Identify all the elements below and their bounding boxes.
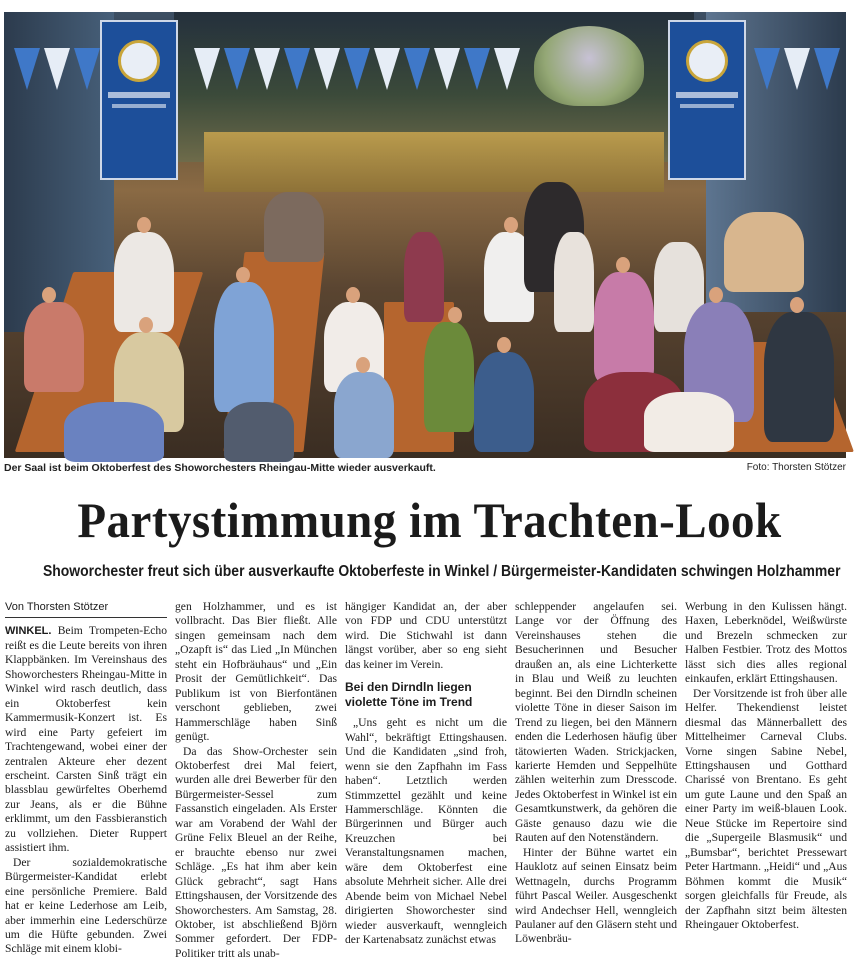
guest — [424, 322, 474, 432]
paragraph: Hinter der Bühne wartet ein Hauklotz auf seinen Einsatz beim Wettnageln, durchs Programm führt Pascal Weiler. Ausgeschenkt wird Andechser Hell, wenngleich Paulaner auf den Gläsern steht und Löwenbräu- — [515, 845, 677, 946]
paragraph: gen Holzhammer, und es ist vollbracht. Das Bier fließt. Alle singen gemeinsam nach dem „Ozapft is“ das Lied „In München steht ein Hofbräuhaus“ und „Ein Prosit der Gemütlichkeit“. Das Publikum ist von Bierfontänen verschont geblieben, zwei Hammerschläge haben Sinß genügt. — [175, 600, 337, 744]
byline: Von Thorsten Stötzer — [5, 600, 167, 618]
dateline: WINKEL. — [5, 625, 52, 638]
photo-credit: Foto: Thorsten Stötzer — [746, 462, 846, 473]
guest — [474, 352, 534, 452]
guest — [644, 392, 734, 452]
paragraph: Der sozialdemokratische Bürgermeister-Kandidat erlebt eine persönliche Premiere. Bald hat er keine Lederhose am Leib, aber immerhin eine Lederschürze um die Hüfte gebunden. Zwei Schläge mit einem klobi- — [5, 855, 167, 956]
article-photo — [4, 12, 846, 458]
article-column-2 — [175, 600, 337, 961]
guest — [224, 402, 294, 462]
guest — [724, 212, 804, 292]
paragraph: Werbung in den Kulissen hängt. Haxen, Leberknödel, Weißwürste und Brezeln schmecken zur Halben Festbier. Trotz des Mottos lässt sich dies alles regional einkaufen, erklärt Ettingshausen. — [685, 600, 847, 686]
intertitle: Bei den Dirndln liegen violette Töne im Trend — [345, 680, 473, 710]
paragraph-text: Beim Trompeten-Echo reißt es die Leute bereits von ihren Klappbänken. Im Vereinshaus des Showorchesters Rheingau-Mitte in Winkel wird rasch deutlich, dass ein Oktoberfest kein Kammermusik-Konzert ist. Es wird eine Party gefeiert im Trachtengewand, wobei einer der zentralen Akteure eher dezent erscheint. Carsten Sinß trägt ein blassblau gewürfeltes Oberhemd zur Jeans, als er die Bühne erklimmt, um den Fassbieranstich zu vollziehen. Dieter Ruppert assistiert ihm. — [5, 624, 167, 855]
paragraph: Da das Show-Orchester sein Oktoberfest drei Mal feiert, wurden alle drei Bewerber für den Bürgermeister-Sessel zum Fassanstich eingeladen. Als Erster war am Vorabend der Wahl der Grüne Felix Bleuel an der Reihe, er brauchte ebenso nur zwei Schläge. „Es hat ihm aber kein Glück gebracht“, sagt Hans Ettingshausen, der Vorsitzende des Showorchesters. Am Samstag, 28. Oktober, ist abschließend Björn Sommer gefordert. Der FDP-Politiker tritt als unab- — [175, 744, 337, 960]
paragraph: schleppender angelaufen sei. Lange vor der Öffnung des Vereinshauses stehen die Besucherinnen und Besucher draußen an, als eine Lichterkette in Blau und Weiß zu leuchten beginnt. Bei den Dirndln scheinen violette Töne in dieser Saison im Trend zu liegen, bei den Männern enden die Lederhosen häufig über tätowierten Waden. Strickjacken, karierte Hemden und Seppelhüte zählen weiterhin zum Dresscode. Jedes Oktoberfest in Winkel ist ein Gesamtkunstwerk, da gehören die Gäste genauso dazu wie die Rauten auf den Notenständern. — [515, 600, 677, 845]
paragraph — [5, 624, 167, 855]
photo-caption: Der Saal ist beim Oktoberfest des Showorchesters Rheingau-Mitte wieder ausverkauft. — [4, 462, 436, 474]
guest — [64, 402, 164, 462]
guest — [594, 272, 654, 382]
article-column-1 — [5, 600, 167, 957]
bavarian-bunting — [4, 48, 846, 108]
paragraph: Der Vorsitzende ist froh über alle Helfer. Thekendienst leistet diesmal das Männerballett des Mittelheimer Carneval Clubs. Vorne singen Sabine Nebel, Ettingshausen und Gotthard Charissé von Brentano. Es geht um gute Laune und den Spaß an einer Party im weiß-blauen Look. Neue Stücke im Repertoire sind die „Supergeile Blasmusik“ und „Bumsbar“, berichtet Pressewart Peter Hartmann. „Heidi“ und „Aus Böhmen kommt die Musik“ sorgen gleichfalls für Freude, als der Zapfhahn sitzt beim ältesten Rheingauer Oktoberfest. — [685, 686, 847, 931]
guest — [214, 282, 274, 412]
guest — [764, 312, 834, 442]
article-headline: Partystimmung im Trachten-Look — [77, 492, 782, 548]
article-column-4 — [515, 600, 677, 947]
guest — [404, 232, 444, 322]
guest — [264, 192, 324, 262]
article-column-3 — [345, 600, 507, 948]
guest — [24, 302, 84, 392]
stage-floor — [204, 132, 664, 192]
paragraph: hängiger Kandidat an, der aber von FDP und CDU unterstützt wird. Die Stichwahl ist dann längst vorüber, aber so eng sieht das keiner im Verein. — [345, 600, 507, 671]
paragraph: „Uns geht es nicht um die Wahl“, bekräftigt Ettingshausen. Und die Kandidaten „sind froh, wenn sie den Zapfhahn im Fass haben“. Letztlich werden Stimmzettel gezählt und keine Hammerschläge. Könnten die Bürgerinnen und Bürger auch Kreuzchen bei Veranstaltungsnamen machen, wäre dem Oktoberfest eine absolute Mehrheit sicher. Alle drei Abende beim von Michael Nebel dirigierten Showorchester sind wieder ausverkauft, wenngleich der Kartenabsatz zunächst etwas — [345, 716, 507, 947]
guest — [334, 372, 394, 458]
article-column-5 — [685, 600, 847, 932]
guest — [554, 232, 594, 332]
article-subheadline: Showorchester freut sich über ausverkaufte Oktoberfeste in Winkel / Bürgermeister-Kandidaten schwingen Holzhammer — [42, 563, 841, 580]
